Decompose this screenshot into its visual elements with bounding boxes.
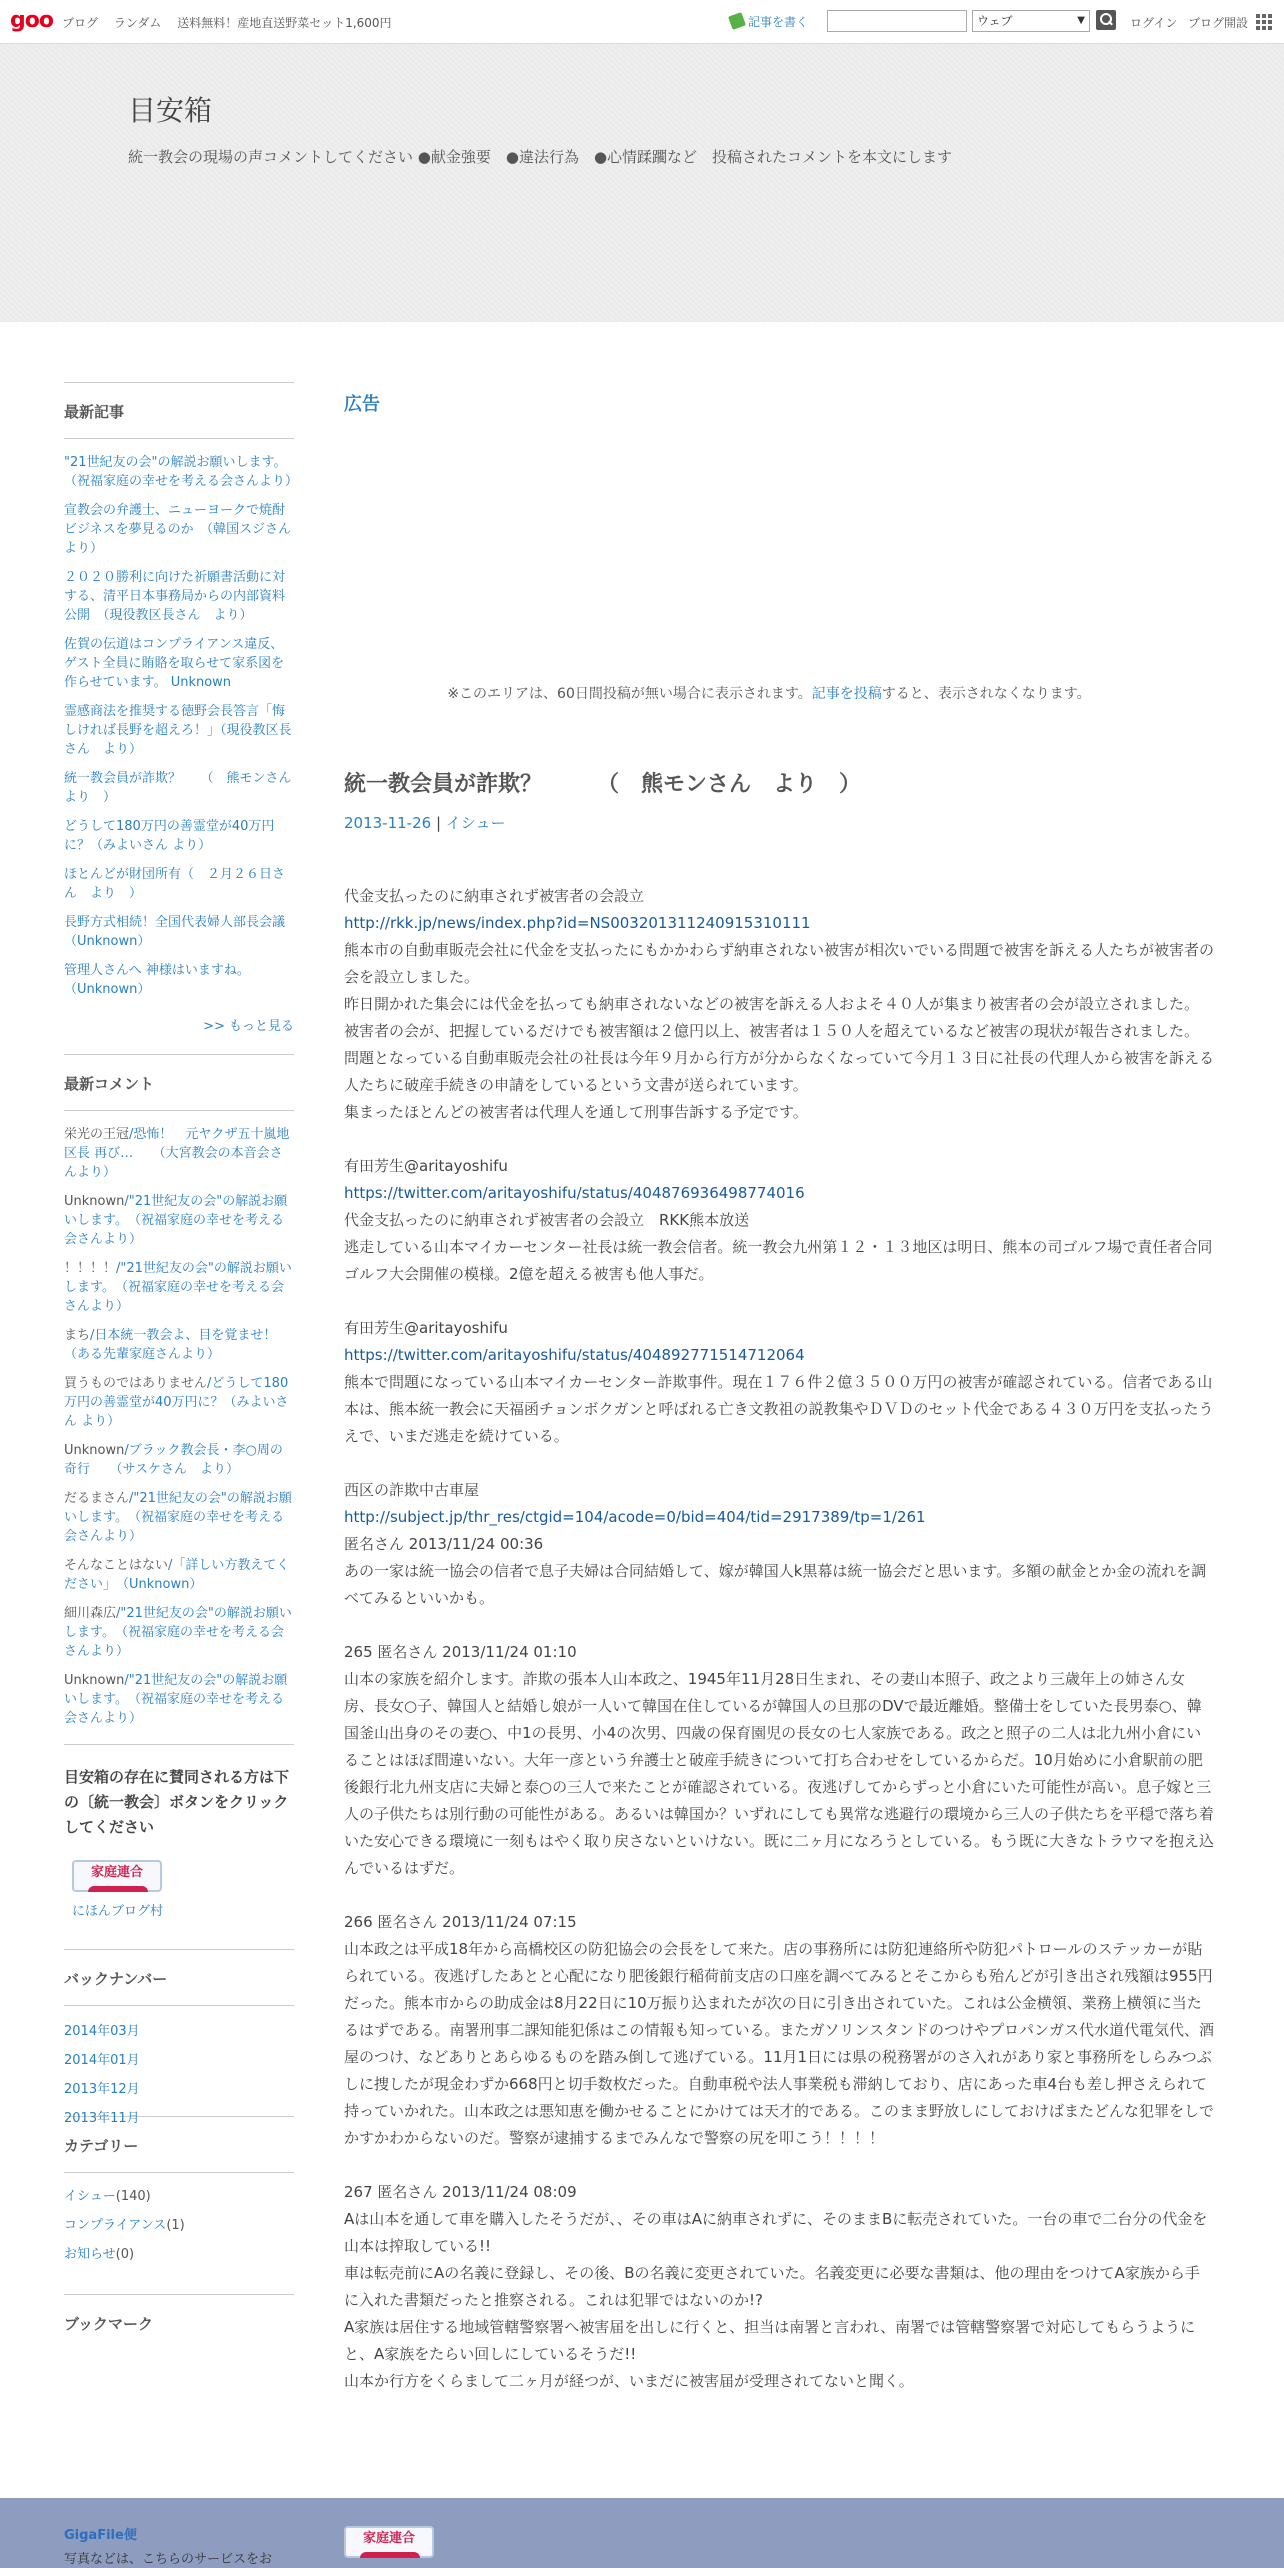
search-input[interactable]: [827, 10, 967, 32]
entry-paragraph: 西区の詐欺中古車屋: [344, 1481, 480, 1499]
comment-author: Unknown: [64, 1443, 125, 1458]
comment-link[interactable]: /「詳しい方教えてください」 （Unknown）: [64, 1558, 290, 1592]
category-count: (0): [115, 2247, 135, 2262]
login-link[interactable]: ログイン: [1130, 16, 1178, 30]
comment-link[interactable]: /どうして180万円の善霊堂が40万円に？（みよいさん より）: [64, 1376, 289, 1429]
category-link[interactable]: イシュー: [64, 2189, 116, 2204]
backnumber-link[interactable]: 2014年01月: [64, 2053, 140, 2068]
comment-link[interactable]: /恐怖！ 元ヤクザ五十嵐地区長 再び… （大宮教会の本音会さんより）: [64, 1127, 290, 1180]
backnumber-list[interactable]: [64, 2006, 294, 2126]
post-article-link[interactable]: 記事を投稿: [811, 686, 882, 702]
backnumber-link[interactable]: 2013年12月: [64, 2082, 140, 2097]
comment-link[interactable]: /"21世紀友の会"の解説お願いします。 （祝福家庭の幸せを考える会さんより）: [64, 1606, 292, 1659]
promo-section: [64, 1744, 294, 1949]
comment-link[interactable]: /"21世紀友の会"の解説お願いします。 （祝福家庭の幸せを考える会さんより）: [64, 1491, 292, 1544]
blog-header: [0, 44, 1284, 322]
recent-articles-heading: 最新記事: [64, 383, 294, 439]
entry-paragraph: 車は転売前にAの名義に登録し、その後、Bの名義に変更されていた。名義変更に必要な書類は、他の理由をつけてA家族から手に入れた書類だったと推察される。これは犯罪ではないのか!?: [344, 2264, 1200, 2309]
nav-blog[interactable]: ブログ: [62, 16, 99, 30]
comment-author: そんなことはない: [64, 1558, 169, 1573]
footer-banner[interactable]: [344, 2526, 434, 2558]
paragraph-gap: [344, 1612, 1214, 1639]
goo-logo[interactable]: goo: [10, 8, 53, 33]
category-list: [64, 2173, 294, 2280]
comment-item: [64, 1489, 294, 1546]
entry-paragraph: 問題となっている自動車販売会社の社長は今年９月から行方が分からなくなっていて今月１３日に社長の代理人から被害を訴える人たちに破産手続きの申請をしているという文書が送られています。: [344, 1049, 1215, 1094]
paragraph-gap: [344, 1450, 1214, 1477]
family-federation-banner[interactable]: [72, 1860, 162, 1892]
comment-author: ！！！！: [64, 1261, 117, 1276]
entry-paragraph: 昨日開かれた集会には代金を払っても納車されないなどの被害を訴える人およそ４０人が集まり被害者の会が設立されました。: [344, 995, 1200, 1013]
top-nav: [62, 14, 404, 31]
entry-link[interactable]: http://subject.jp/thr_res/ctgid=104/acode=0/bid=404/tid=2917389/tp=1/261: [344, 1508, 926, 1526]
chevron-down-icon: ▼: [1077, 15, 1085, 26]
comment-item: [64, 1374, 294, 1431]
write-article-link[interactable]: [730, 13, 808, 30]
entry-paragraph: 熊本で問題になっている山本マイカーセンター詐欺事件。現在１７６件２億３５００万円の被害が確認されている。信者である山本は、熊本統一教会に天福函チョンボクガンと呼ばれる亡き文教祖の説教集やＤＶＤのセット代金である４３０万円を支払ったうえで、いまだ逃走を続けている。: [344, 1373, 1214, 1445]
entry-paragraph: 山本政之は平成18年から高橋校区の防犯協会の会長をして来た。店の事務所には防犯連絡所や防犯パトロールのステッカーが貼られている。夜逃げしたあとと心配になり肥後銀行稲荷前支店の口座を調べてみるとそこからも殆んどが引き出され残額は955円だった。熊本市からの助成金は8月22日に10万振り込まれたが次の日に引き出されていた。これは公金横領、業務上横領に当たるはずである。南署刑事二課知能犯係はこの情報も知っている。またガソリンスタンドのつけやプロパンガス代水道代電気代、酒屋のつけ、などありとあらゆるものを踏み倒して逃げている。11月1日には県の税務署がのさ入れがあり家と事務所をしらみつぶしに捜したが現金わずか668円と切手数枚だった。自動車税や法人事業税も滞納しており、店にあった車4台も差し押さえられて持っていかれた。山本政之は悪知恵を働かせることにかけては天才的である。このまま野放しにしておけばまたどんな犯罪をしでかすかわからないのだ。警察が逮捕するまでみんなで警察の尻を叩こう！！！！: [344, 1940, 1215, 2147]
write-article-label: 記事を書く: [748, 15, 809, 29]
recent-article-link[interactable]: 宣教会の弁護士、ニューヨークで焼酎ビジネスを夢見るのか （韓国スジさん より）: [64, 503, 305, 556]
entry-paragraph: 熊本市の自動車販売会社に代金を支払ったにもかかわらず納車されない被害が相次いでいる問題で被害を訴える人たちが被害者の会を設立しました。: [344, 941, 1215, 986]
entry-paragraph: 被害者の会が、把握しているだけでも被害額は２億円以上、被害者は１５０人を超えているなど被害の現状が報告されました。: [344, 1022, 1200, 1040]
site-description: 統一教会の現場の声コメントしてください ●献金強要 ●違法行為 ●心情蹂躙など 投稿されたコメントを本文にします: [128, 148, 953, 166]
entry-paragraph: 有田芳生@aritayoshifu: [344, 1157, 508, 1175]
ad-note-text-end: すると、表示されなくなります。: [881, 686, 1091, 702]
entry-paragraph: 集まったほとんどの被害者は代理人を通して刑事告訴する予定です。: [344, 1103, 808, 1121]
entry-link[interactable]: https://twitter.com/aritayoshifu/status/404876936498774016: [344, 1184, 805, 1202]
entry-paragraph: A家族は居住する地域管轄警察署へ被害届を出しに行くと、担当は南署と言われ、南署では管轄警察署で対応してもらうようにと、A家族をたらい回しにしているそうだ!!: [344, 2318, 1196, 2363]
entry-title[interactable]: 統一教会員が詐欺？ （ 熊モンさん より ）: [344, 772, 862, 797]
category-link[interactable]: コンプライアンス: [64, 2218, 167, 2233]
entry-paragraph: 山本か行方をくらまして二ヶ月が経つが、いまだに被害届が受理されてないと聞く。: [344, 2372, 914, 2390]
recent-article-link[interactable]: ほとんどが財団所有（ ２月２６日さん より ）: [64, 867, 286, 901]
paragraph-gap: [344, 1882, 1214, 1909]
nav-random[interactable]: ランダム: [113, 16, 162, 30]
nav-promo[interactable]: 送料無料！産地直送野菜セット1,600円: [177, 16, 392, 30]
search-scope-value: ウェブ: [977, 14, 1013, 28]
family-federation-banner[interactable]: [344, 2526, 434, 2558]
recent-articles-section: [64, 382, 312, 1054]
ad-note-text: ※このエリアは、60日間投稿が無い場合に表示されます。: [447, 686, 812, 702]
entry-link[interactable]: https://twitter.com/aritayoshifu/status/404892771514712064: [344, 1346, 805, 1364]
comment-item: [64, 1125, 294, 1182]
paragraph-gap: [344, 1126, 1214, 1153]
comment-item: [64, 1326, 294, 1364]
comment-link[interactable]: /"21世紀友の会"の解説お願いします。 （祝福家庭の幸せを考える会さんより）: [64, 1194, 288, 1247]
comment-item: [64, 1192, 294, 1249]
entry-paragraph: 逃走している山本マイカーセンター社長は統一教会信者。統一教会九州第１２・１３地区は明日、熊本の司ゴルフ場で責任者合同ゴルフ大会開催の模様。2億を超える被害も他人事だ。: [344, 1238, 1213, 1283]
promo-text: 目安箱の存在に賛同される方は下の〔統一教会〕ボタンをクリックしてください: [64, 1768, 290, 1836]
comment-author: 買うものではありません: [64, 1376, 208, 1391]
entry-category-link[interactable]: イシュー: [445, 814, 506, 832]
banner-ribbon: [88, 1886, 148, 1892]
apps-grid-icon[interactable]: [1256, 14, 1272, 30]
site-title[interactable]: 目安箱: [128, 94, 213, 127]
entry-meta: 2013-11-26 | イシュー: [344, 814, 506, 832]
recent-comments-section: [64, 1054, 294, 1744]
category-heading: カテゴリー: [64, 2117, 294, 2173]
comment-link[interactable]: /日本統一教会よ、目を覚ませ！（ある先輩家庭さんより）: [64, 1328, 277, 1362]
backnumber-heading: バックナンバー: [64, 1950, 294, 2006]
banner-label: 家庭連合: [90, 1865, 143, 1880]
search-scope-select[interactable]: [972, 10, 1090, 32]
ad-heading: 広告: [344, 394, 380, 415]
top-bar: [0, 0, 1284, 44]
comment-author: 栄光の王冠: [64, 1127, 130, 1142]
comment-author: Unknown: [64, 1673, 125, 1688]
entry-paragraph: Aは山本を通して車を購入したそうだが、、その車はAに納車されずに、そのままBに転売されていた。一台の車で二台分の代金を山本は搾取している!!: [344, 2210, 1208, 2255]
recent-article-link[interactable]: "21世紀友の会"の解説お願いします。 （祝福家庭の幸せを考える会さんより）: [64, 455, 306, 489]
recent-article-link[interactable]: 統一教会員が詐欺？ （ 熊モンさん より ）: [64, 771, 305, 805]
paragraph-gap: [344, 2152, 1214, 2179]
bookmark-heading: ブックマーク: [64, 2315, 153, 2333]
bookmark-section: [64, 2294, 294, 2350]
comment-author: まち: [64, 1328, 91, 1343]
recent-comments-list: [64, 1111, 294, 1744]
search-icon[interactable]: [1096, 10, 1116, 30]
backnumber-section: [64, 1949, 294, 2126]
comment-item: [64, 1604, 294, 1661]
category-item: [64, 2216, 294, 2235]
comment-link[interactable]: /"21世紀友の会"の解説お願いします。 （祝福家庭の幸せを考える会さんより）: [64, 1261, 292, 1314]
comment-author: Unknown: [64, 1194, 125, 1209]
recent-article-link[interactable]: 長野方式相続！全国代表婦人部長会議 （Unknown）: [64, 915, 312, 949]
entry-body: [344, 883, 1214, 2395]
entry-paragraph: 266 匿名さん 2013/11/24 07:15: [344, 1913, 577, 1931]
comment-author: だるまさん: [64, 1491, 130, 1506]
category-section: [64, 2116, 294, 2294]
comment-item: [64, 1556, 294, 1594]
category-count: (1): [166, 2218, 185, 2233]
category-item: [64, 2245, 294, 2264]
ad-note: [344, 683, 1214, 703]
banner-label: 家庭連合: [362, 2531, 415, 2546]
comment-item: [64, 1259, 294, 1316]
recent-article-link[interactable]: 霊感商法を推奨する徳野会長答言「悔しければ長野を超えろ！」（現役教区長さん より）: [64, 704, 292, 757]
category-item: [64, 2187, 294, 2206]
backnumber-link[interactable]: 2014年03月: [64, 2024, 140, 2039]
comment-item: [64, 1671, 294, 1728]
gigafile-description: 写真などは、こちらのサービスをお: [64, 2552, 273, 2567]
recent-article-link[interactable]: 佐賀の伝道はコンプライアンス違反、ゲスト全員に賄賂を取らせて家系図を作らせています。 Unknown: [64, 637, 285, 690]
entry-paragraph: 有田芳生@aritayoshifu: [344, 1319, 508, 1337]
recent-article-link[interactable]: どうして180万円の善霊堂が40万円に？（みよいさん より）: [64, 819, 275, 853]
sidebar: [64, 382, 312, 2350]
main-content: [344, 382, 1214, 2395]
comment-link[interactable]: /ブラック教会長・李○周の奇行 （サスケさん より）: [64, 1443, 283, 1477]
entry-paragraph: 代金支払ったのに納車されず被害者の会設立: [344, 887, 645, 905]
gigafile-link[interactable]: GigaFile便: [64, 2528, 137, 2543]
recent-comments-heading: 最新コメント: [64, 1055, 294, 1111]
entry-date-link[interactable]: 2013-11-26: [344, 814, 432, 832]
more-articles-link[interactable]: >> もっと見る: [203, 1019, 294, 1034]
entry-link[interactable]: http://rkk.jp/news/index.php?id=NS003201311240915310111: [344, 914, 811, 932]
banner-ribbon: [360, 2552, 420, 2558]
comment-link[interactable]: /"21世紀友の会"の解説お願いします。 （祝福家庭の幸せを考える会さんより）: [64, 1673, 288, 1726]
entry-paragraph: 267 匿名さん 2013/11/24 08:09: [344, 2183, 577, 2201]
backnumber-link[interactable]: 2013年11月: [64, 2111, 140, 2126]
recent-article-link[interactable]: 管理人さんへ 神様はいますね。（Unknown）: [64, 963, 250, 997]
comment-item: [64, 1441, 294, 1479]
category-count: (140): [115, 2189, 151, 2204]
entry-paragraph: 山本の家族を紹介します。詐欺の張本人山本政之、1945年11月28日生まれ、その妻山本照子、政之より三歳年上の姉さん女房、長女○子、韓国人と結婚し娘が一人いて韓国在住しているが韓国人の旦那のDVで最近離婚。整備士をしていた長男泰○、韓国釜山出身のその妻○、中1の長男、小4の次男、四歳の保育園児の長女の七人家族である。政之と照子の二人は北九州小倉にいることはほぼ間違いない。大年一彦という弁護士と破産手続きについて打ち合わせをしているからだ。10月始めに小倉駅前の肥後銀行北九州支店に夫婦と泰○の三人で来たことが確認されている。夜逃げしてからずっと小倉にいた可能性が高い。息子嫁と三人の子供たちは別行動の可能性がある。あるいは韓国か？いずれにしても異常な逃避行の環境から三人の子供たちを平穏で落ち着いた安心できる環境に一刻もはやく取り戻さないといけない。既に二ヶ月になろうとしている。もう既に大きなトラウマを抱え込んでいるはずだ。: [344, 1670, 1215, 1877]
entry-paragraph: あの一家は統一協会の信者で息子夫婦は合同結婚して、嫁が韓国人k黒幕は統一協会だと思います。多額の献金とか金の流れを調べてみるといいかも。: [344, 1562, 1207, 1607]
entry-paragraph: 代金支払ったのに納車されず被害者の会設立 RKK熊本放送: [344, 1211, 750, 1229]
entry-paragraph: 匿名さん 2013/11/24 00:36: [344, 1535, 544, 1553]
recent-article-link[interactable]: ２０２０勝利に向けた祈願書活動に対する、清平日本事務局からの内部資料公開 （現役教区長さん より）: [64, 570, 286, 623]
comment-author: 細川森広: [64, 1606, 117, 1621]
blogmura-link[interactable]: にほんブログ村: [72, 1904, 164, 1919]
open-blog-link[interactable]: ブログ開設: [1188, 16, 1249, 30]
entry-paragraph: 265 匿名さん 2013/11/24 01:10: [344, 1643, 577, 1661]
category-link[interactable]: お知らせ: [64, 2247, 116, 2262]
paragraph-gap: [344, 1288, 1214, 1315]
pencil-icon: [728, 12, 746, 30]
recent-articles-list: [64, 439, 312, 1015]
